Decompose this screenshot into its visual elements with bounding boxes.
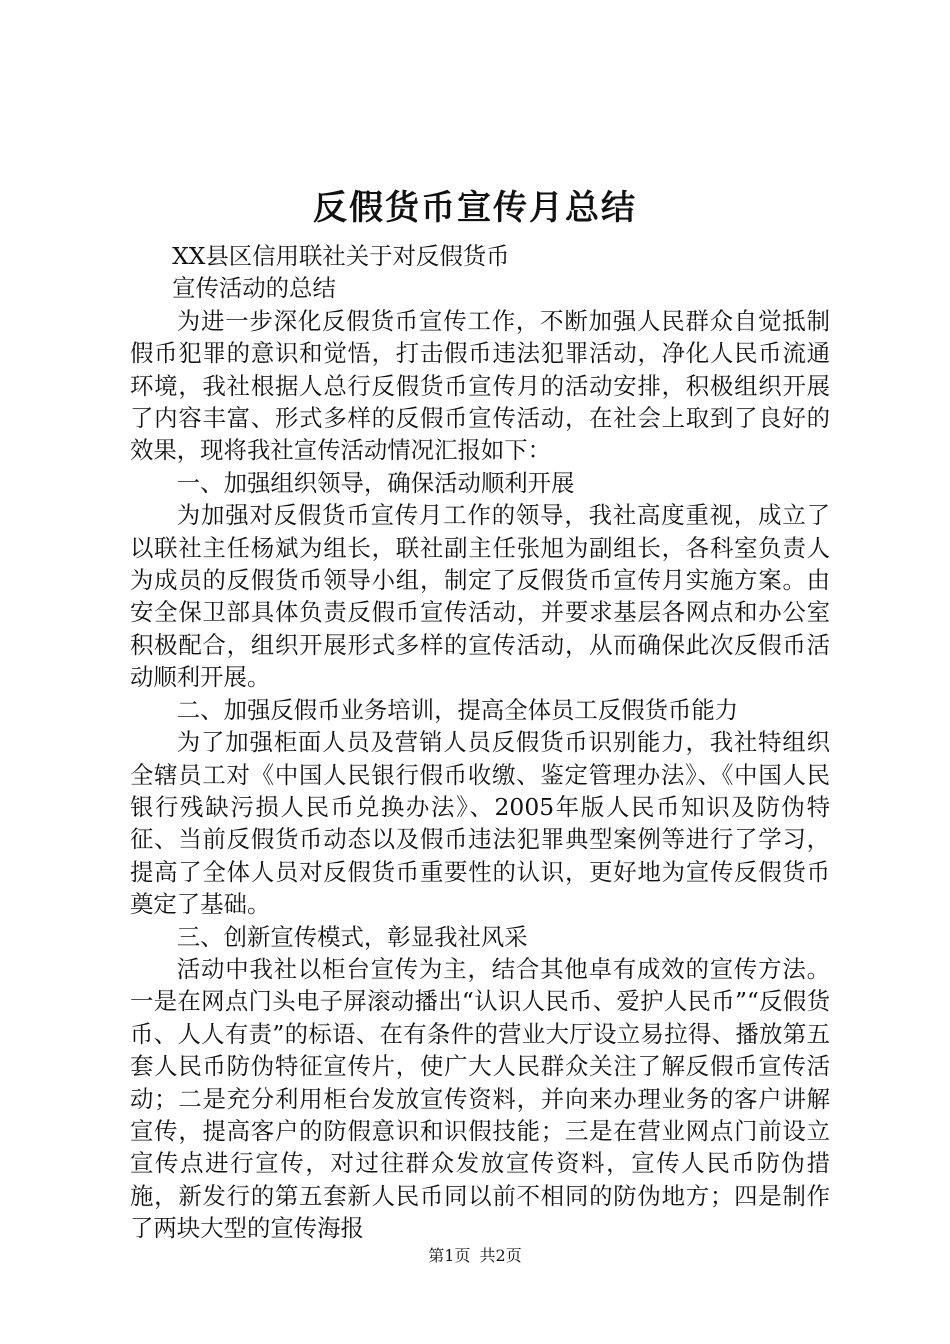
section-paragraph-1: 为加强对反假货币宣传月工作的领导，我社高度重视，成立了以联社主任杨斌为组长，联社副主任张旭为副组长，各科室负责人为成员的反假货币领导小组，制定了反假货币宣传月实施方案。由安全保卫部具体负责反假币宣传活动，并要求基层各网点和办公室积极配合，组织开展形式多样的宣传活动，从而确保此次反假币活动顺利开展。	[130, 501, 830, 692]
document-title: 反假货币宣传月总结	[313, 188, 637, 228]
section-paragraph-2: 为了加强柜面人员及营销人员反假货币识别能力，我社特组织全辖员工对《中国人民银行假币收缴、鉴定管理办法》、《中国人民银行残缺污损人民币兑换办法》、2005年版人民币知识及防伪特征、当前反假货币动态以及假币违法犯罪典型案例等进行了学习，提高了全体人员对反假货币重要性的认识，更好地为宣传反假货币奠定了基础。	[130, 728, 830, 919]
page-footer	[0, 1245, 950, 1267]
page-number: 第1页	[428, 1246, 471, 1265]
section-paragraph-3: 活动中我社以柜台宣传为主，结合其他卓有成效的宣传方法。一是在网点门头电子屏滚动播出“认识人民币、爱护人民币”“反假货币、人人有责”的标语、在有条件的营业大厅设立易拉得、播放第五套人民币防伪特征宣传片，使广大人民群众关注了解反假币宣传活动；二是充分利用柜台发放宣传资料，并向来办理业务的客户讲解宣传，提高客户的防假意识和识假技能；三是在营业网点门前设立宣传点进行宣传，对过往群众发放宣传资料，宣传人民币防伪措施，新发行的第五套新人民币同以前不相同的防伪地方；四是制作了两块大型的宣传海报	[130, 954, 830, 1243]
section-heading-3: 三、创新宣传模式，彰显我社风采	[176, 922, 528, 951]
subtitle-line-2: 宣传活动的总结	[172, 274, 336, 303]
section-heading-1: 一、加强组织领导，确保活动顺利开展	[176, 468, 575, 497]
section-heading-2: 二、加强反假币业务培训，提高全体员工反假货币能力	[176, 695, 739, 724]
subtitle-line-1: XX县区信用联社关于对反假货币	[172, 242, 510, 270]
document-body	[130, 240, 830, 1245]
intro-paragraph: 为进一步深化反假货币宣传工作，不断加强人民群众自觉抵制假币犯罪的意识和觉悟，打击假币违法犯罪活动，净化人民币流通环境，我社根据人总行反假货币宣传月的活动安排，积极组织开展了内容丰富、形式多样的反假币宣传活动，在社会上取到了良好的效果，现将我社宣传活动情况汇报如下：	[130, 306, 830, 465]
page-total: 共2页	[479, 1246, 522, 1265]
